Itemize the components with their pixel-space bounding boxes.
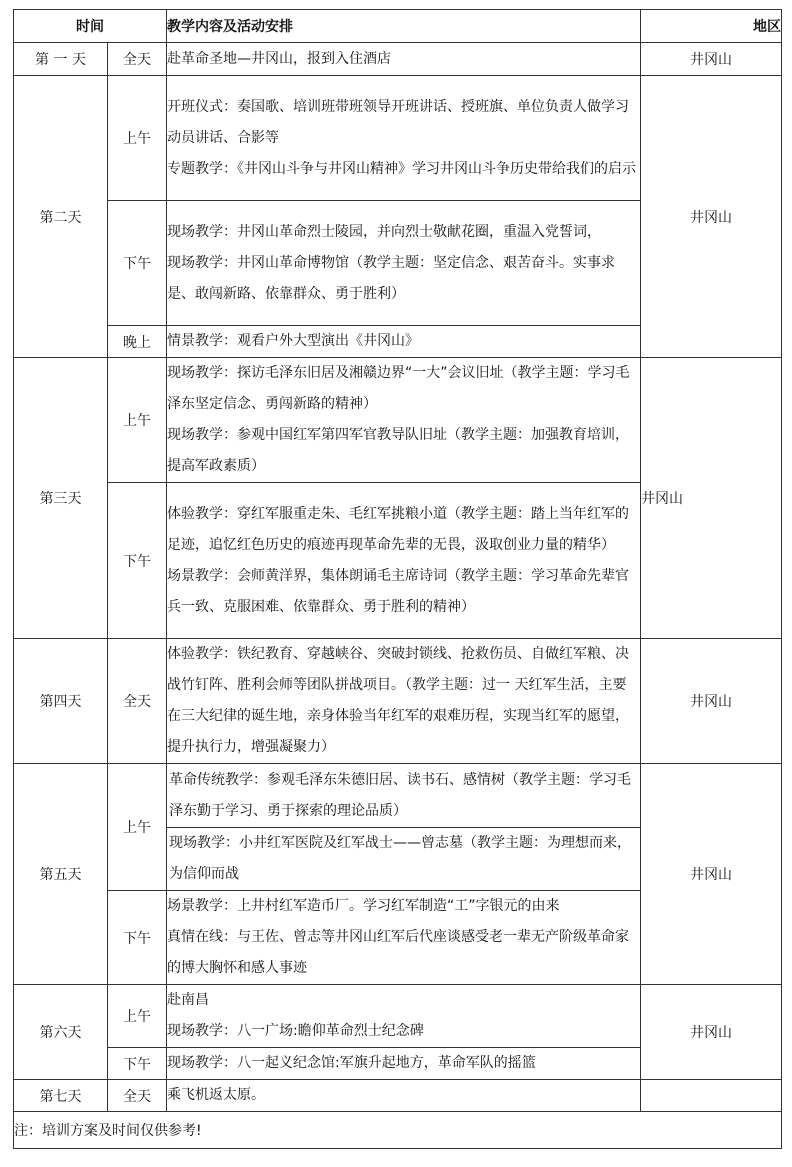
day-label: 第三天 (14, 358, 108, 639)
content-block: 现场教学：小井红军医院及红军战士——曾志墓（教学主题：为理想而来，为信仰而战 (169, 834, 631, 882)
day5-am-row (14, 764, 782, 891)
content-cell (167, 201, 641, 326)
content-cell (167, 76, 641, 201)
header-time: 时间 (14, 10, 167, 43)
region-cell: 井冈山 (641, 764, 782, 985)
header-content: 教学内容及活动安排 (167, 10, 641, 43)
day-label: 第五天 (14, 764, 108, 985)
day-label: 第七天 (14, 1080, 108, 1112)
period-label: 下午 (108, 891, 167, 985)
period-label: 上午 (108, 76, 167, 201)
day7-row (14, 1080, 782, 1112)
content-block: 革命传统教学：参观毛泽东朱德旧居、读书石、感情树（教学主题：学习毛泽东勤于学习、勇于探索的理论品质） (167, 765, 640, 828)
content-line: 现场教学：八一广场:瞻仰革命烈士纪念碑 (167, 1023, 424, 1039)
period-label: 下午 (108, 483, 167, 639)
content-line: 真情在线：与王佐、曾志等井冈山红军后代座谈感受老一辈无产阶级革命家的博大胸怀和感人事迹 (167, 929, 629, 976)
content-line: 现场教学：井冈山革命博物馆（教学主题：坚定信念、艰苦奋斗。实事求是、敢闯新路、依靠群众、勇于胜利） (167, 254, 615, 302)
region-cell: 井冈山 (641, 639, 782, 764)
content-line: 情景教学：观看户外大型演出《井冈山》 (167, 333, 419, 349)
day-label: 第四天 (14, 639, 108, 764)
day-label: 第六天 (14, 985, 108, 1080)
content-line: 现场教学：探访毛泽东旧居及湘赣边界“一大”会议旧址（教学主题：学习毛泽东坚定信念、勇闯新路的精神） (167, 365, 630, 412)
region-cell: 井冈山 (641, 985, 782, 1080)
content-cell (167, 1048, 641, 1080)
day1-row (14, 43, 782, 76)
period-label: 全天 (108, 43, 167, 76)
content-cell (167, 639, 641, 764)
content-line: 场景教学：会师黄洋界，集体朗诵毛主席诗词（教学主题：学习革命先辈官兵一致、克服困难、依靠群众、勇于胜利的精神） (167, 567, 629, 615)
period-label: 晚上 (108, 326, 167, 358)
content-line: 现场教学：井冈山革命烈士陵园，并向烈士敬献花圈，重温入党誓词， (167, 223, 601, 240)
content-cell (167, 326, 641, 358)
content-line: 开班仪式：奏国歌、培训班带班领导开班讲话、授班旗、单位负责人做学习动员讲话、合影等 (167, 98, 629, 146)
content-cell (167, 985, 641, 1048)
period-label: 下午 (108, 201, 167, 326)
period-label: 上午 (108, 358, 167, 483)
region-cell: 井冈山 (641, 76, 782, 358)
period-label: 全天 (108, 1080, 167, 1112)
day-label: 第二天 (14, 76, 108, 358)
content-cell (167, 358, 641, 483)
period-label: 全天 (108, 639, 167, 764)
region-cell: 井冈山 (641, 358, 782, 639)
header-region: 地区 (641, 10, 782, 43)
content-line: 现场教学：八一起义纪念馆:军旗升起地方，革命军队的摇篮 (167, 1055, 536, 1071)
period-label: 上午 (108, 764, 167, 891)
day2-am-row (14, 76, 782, 201)
content-line: 专题教学：《井冈山斗争与井冈山精神》学习井冈山斗争历史带给我们的启示 (167, 160, 636, 177)
content-line: 赴南昌 (167, 992, 209, 1008)
content-line: 体验教学：穿红军服重走朱、毛红军挑粮小道（教学主题：踏上当年红军的足迹，追忆红色历史的痕迹再现革命先辈的无畏，汲取创业力量的精华） (167, 505, 629, 553)
day-label: 第 一 天 (14, 43, 108, 76)
content-line: 场景教学：上井村红军造币厂。学习红军制造“工”字银元的由来 (167, 898, 560, 914)
content-line: 体验教学：铁纪教育、穿越峡谷、突破封锁线、抢救伤员、自做红军粮、决战竹钉阵、胜利会师等团队拼战项目。（教学主题：过一 天红军生活，主要在三大纪律的诞生地，亲身体验当年红军的艰难历程，实现当红军的愿望，提升执行力，增强凝聚力） (167, 646, 629, 755)
content-blocks (167, 765, 640, 890)
content-cell: 赴革命圣地—井冈山，报到入住酒店 (167, 43, 641, 76)
day6-am-row (14, 985, 782, 1048)
note-text: 注：培训方案及时间仅供参考! (14, 1112, 782, 1149)
content-line: 现场教学：参观中国红军第四军官教导队旧址（教学主题：加强教育培训，提高军政素质） (167, 427, 629, 474)
day4-row (14, 639, 782, 764)
period-label: 下午 (108, 1048, 167, 1080)
region-cell (641, 1080, 782, 1112)
content-cell (167, 483, 641, 639)
day3-am-row (14, 358, 782, 483)
content-cell (167, 891, 641, 985)
header-row (14, 10, 782, 43)
content-cell: 乘飞机返太原。 (167, 1080, 641, 1112)
schedule-table (13, 9, 782, 1149)
note-row (14, 1112, 782, 1149)
region-cell: 井冈山 (641, 43, 782, 76)
content-cell (167, 764, 641, 891)
period-label: 上午 (108, 985, 167, 1048)
